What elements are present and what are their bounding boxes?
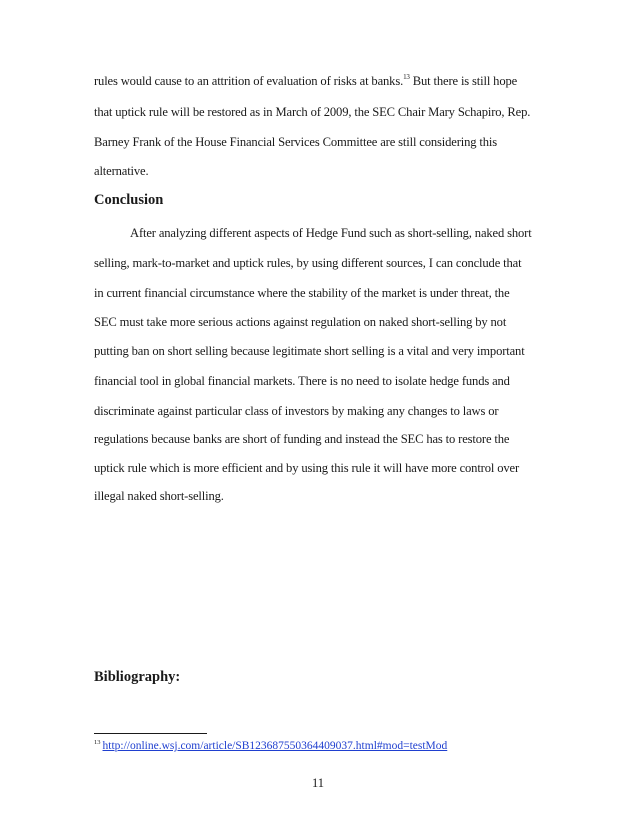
conclusion-line: discriminate against particular class of investors by making any changes to laws or [94, 404, 499, 418]
footnote-reference[interactable]: 13 [403, 73, 410, 81]
body-text-line: Barney Frank of the House Financial Services Committee are still considering this [94, 135, 498, 149]
body-text-line: alternative. [94, 164, 149, 178]
page-number: 11 [312, 776, 325, 790]
conclusion-line: selling, mark-to-market and uptick rules, by using different sources, I can conclude that [94, 256, 522, 270]
conclusion-line: regulations because banks are short of funding and instead the SEC has to restore the [94, 432, 510, 446]
conclusion-line: uptick rule which is more efficient and by using this rule it will have more control over [94, 461, 519, 475]
conclusion-line: illegal naked short-selling. [94, 489, 224, 503]
conclusion-line: in current financial circumstance where the stability of the market is under threat, the [94, 286, 510, 300]
conclusion-line: putting ban on short selling because legitimate short selling is a vital and very important [94, 344, 525, 358]
bibliography-heading: Bibliography: [94, 669, 181, 685]
conclusion-line: After analyzing different aspects of Hedge Fund such as short-selling, naked short [130, 226, 532, 240]
footnote-number: 13 [94, 739, 101, 746]
body-text-line: that uptick rule will be restored as in March of 2009, the SEC Chair Mary Schapiro, Rep. [94, 105, 531, 119]
conclusion-line: SEC must take more serious actions against regulation on naked short-selling by not [94, 315, 507, 329]
body-text-line: rules would cause to an attrition of evaluation of risks at banks.$^{13}$ But there is still hope [94, 73, 518, 88]
footnote [94, 738, 447, 754]
conclusion-line: financial tool in global financial markets. There is no need to isolate hedge funds and [94, 374, 510, 388]
conclusion-heading: Conclusion [94, 192, 164, 208]
footnote-link[interactable]: http://online.wsj.com/article/SB123687550364409037.html#mod=testMod [102, 740, 448, 752]
footnote-separator [94, 733, 207, 734]
